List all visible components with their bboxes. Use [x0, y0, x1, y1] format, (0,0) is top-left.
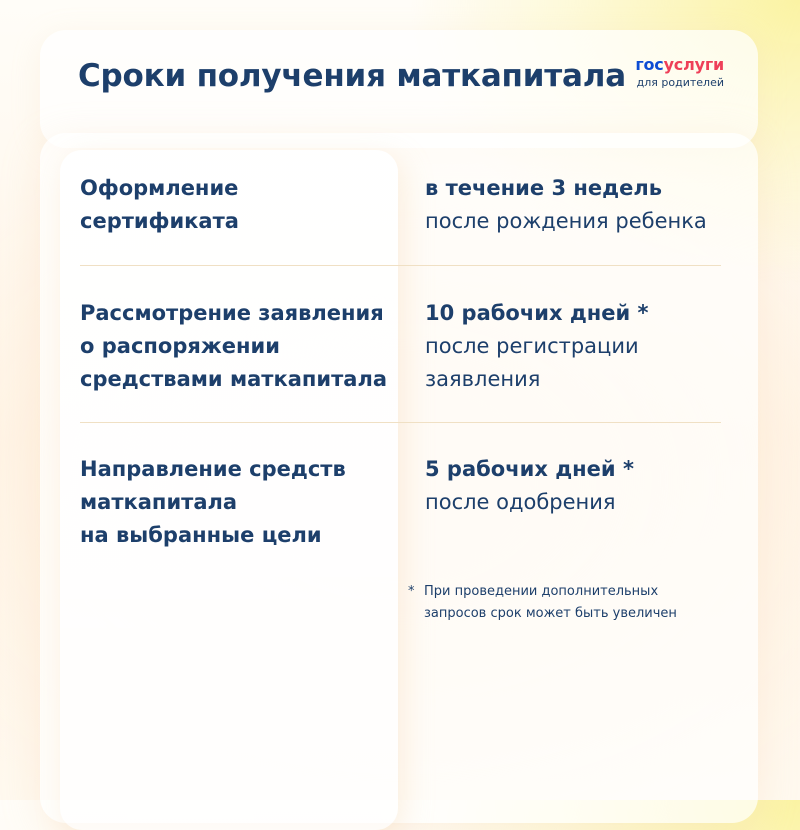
logo-wordmark [635, 57, 724, 73]
stage-label-certificate: Оформление сертификата [80, 176, 239, 233]
term-value: 10 рабочих дней * [425, 301, 649, 325]
footnote-text: При проведении дополнительных запросов срок может быть увеличен [424, 584, 677, 621]
term-condition: после рождения ребенка [425, 209, 707, 233]
gosuslugi-logo[interactable] [635, 57, 724, 88]
footnote [408, 581, 738, 625]
page-title: Сроки получения маткапитала [78, 58, 626, 94]
term-funds-transfer [425, 453, 755, 519]
stage-label-funds-transfer: Направление средств маткапитала на выбранные цели [80, 457, 346, 547]
row-divider [80, 265, 721, 266]
term-condition: после регистрации заявления [425, 334, 639, 391]
stage-label-application-review: Рассмотрение заявления о распоряжении средствами маткапитала [80, 301, 388, 391]
term-application-review [425, 297, 755, 396]
term-value: 5 рабочих дней * [425, 457, 634, 481]
logo-part-gos: гос [635, 55, 664, 74]
term-condition: после одобрения [425, 490, 616, 514]
footnote-asterisk: * [408, 584, 415, 599]
row-divider [80, 422, 721, 423]
term-certificate [425, 172, 755, 238]
logo-subtitle: для родителей [636, 76, 724, 89]
logo-part-uslugi: услуги [663, 55, 724, 74]
term-value: в течение 3 недель [425, 176, 662, 200]
